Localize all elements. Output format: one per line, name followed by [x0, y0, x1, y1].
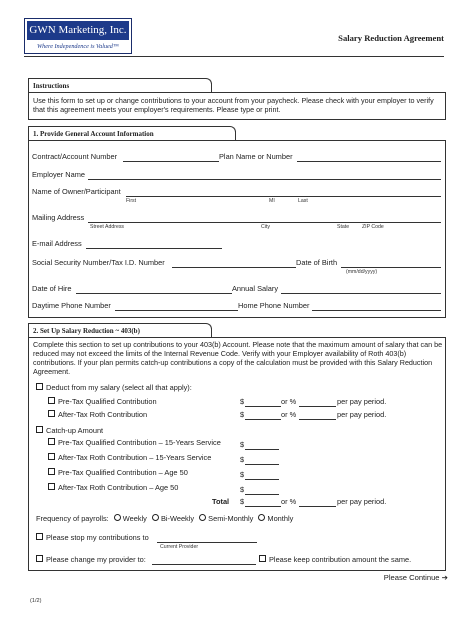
- contract-number-label: Contract/Account Number: [32, 152, 118, 161]
- pretax-15-amount-field[interactable]: [245, 449, 279, 450]
- dob-field[interactable]: [341, 267, 441, 268]
- monthly-radio[interactable]: [258, 514, 265, 521]
- biweekly-radio[interactable]: [152, 514, 159, 521]
- total-or-pct: or %: [281, 497, 297, 506]
- monthly-label: Monthly: [267, 514, 294, 523]
- change-provider-checkbox[interactable]: [36, 555, 43, 562]
- aftertax-15-label: After-Tax Roth Contribution – 15-Years Service: [58, 453, 212, 462]
- pretax-50-dollar-sign: $: [240, 470, 245, 479]
- owner-name-field[interactable]: [126, 196, 441, 197]
- pretax-15-checkbox[interactable]: [48, 438, 55, 445]
- pretax-15-label: Pre-Tax Qualified Contribution – 15-Years Service: [58, 438, 221, 447]
- aftertax-pct-field[interactable]: [299, 419, 336, 420]
- frequency-label: Frequency of payrolls:: [36, 514, 109, 523]
- keep-contribution-checkbox[interactable]: [259, 555, 266, 562]
- daytime-phone-field[interactable]: [115, 310, 238, 311]
- aftertax-50-label: After-Tax Roth Contribution – Age 50: [58, 483, 179, 492]
- stop-label: Please stop my contributions to: [46, 533, 149, 542]
- state-caption: State: [337, 224, 350, 230]
- pretax-pct-field[interactable]: [299, 406, 336, 407]
- aftertax-checkbox[interactable]: [48, 410, 55, 417]
- dob-format-caption: (mm/dd/yyyy): [346, 269, 378, 275]
- aftertax-15-dollar-sign: $: [240, 455, 245, 464]
- section2-text: Complete this section to set up contributions to your 403(b) Account. Please note that the maximum amount of salary that can be reduced may not exceed the limits of the Internal Revenue Code. Verify with your Employer availability of Roth 403(b) contributions. If your plan permits catch-up contributions a copy of the calculation must be provided with this Salary Reduction Agreement.: [33, 340, 443, 376]
- home-phone-label: Home Phone Number: [238, 301, 310, 310]
- first-name-caption: First: [126, 198, 137, 204]
- plan-name-field[interactable]: [297, 161, 441, 162]
- pretax-50-row[interactable]: [48, 468, 188, 477]
- current-provider-field[interactable]: [157, 542, 257, 543]
- header-divider: [24, 56, 444, 57]
- total-per-period: per pay period.: [337, 497, 387, 506]
- weekly-radio[interactable]: [114, 514, 121, 521]
- catchup-label: Catch-up Amount: [46, 426, 104, 435]
- mi-caption: MI: [269, 198, 275, 204]
- pretax-label: Pre-Tax Qualified Contribution: [58, 397, 157, 406]
- pretax-checkbox[interactable]: [48, 397, 55, 404]
- total-pct-field[interactable]: [299, 506, 336, 507]
- owner-name-label: Name of Owner/Participant: [32, 187, 121, 196]
- pretax-50-checkbox[interactable]: [48, 468, 55, 475]
- total-amount-field[interactable]: [245, 506, 281, 507]
- email-field[interactable]: [86, 248, 222, 249]
- keep-contribution-row[interactable]: [259, 555, 411, 564]
- pretax-per-period: per pay period.: [337, 397, 387, 406]
- ssn-label: Social Security Number/Tax I.D. Number: [32, 258, 165, 267]
- current-provider-caption: Current Provider: [160, 544, 199, 550]
- email-label: E-mail Address: [32, 239, 82, 248]
- pretax-15-row[interactable]: [48, 438, 221, 447]
- mailing-address-label: Mailing Address: [32, 213, 85, 222]
- change-provider-row[interactable]: [36, 555, 146, 564]
- frequency-row: [36, 514, 293, 523]
- pretax-or-pct: or %: [281, 397, 297, 406]
- company-logo: [24, 18, 132, 54]
- deduct-label: Deduct from my salary (select all that apply):: [46, 383, 192, 392]
- semimonthly-radio[interactable]: [199, 514, 206, 521]
- street-caption: Street Address: [90, 224, 125, 230]
- section2-tab: 2. Set Up Salary Reduction ~ 403(b): [28, 323, 212, 338]
- catchup-checkbox[interactable]: [36, 426, 43, 433]
- please-continue: Please Continue ➔: [383, 573, 448, 582]
- weekly-label: Weekly: [122, 514, 147, 523]
- mailing-address-field[interactable]: [88, 222, 441, 223]
- total-label: Total: [212, 497, 230, 506]
- aftertax-50-row[interactable]: [48, 483, 178, 492]
- contract-number-field[interactable]: [123, 161, 219, 162]
- new-provider-field[interactable]: [152, 564, 256, 565]
- deduct-row[interactable]: [36, 383, 192, 392]
- city-caption: City: [261, 224, 270, 230]
- keep-contribution-label: Please keep contribution amount the same.: [269, 555, 412, 564]
- stop-row[interactable]: [36, 533, 149, 542]
- aftertax-amount-field[interactable]: [245, 419, 281, 420]
- daytime-phone-label: Daytime Phone Number: [32, 301, 111, 310]
- document-title: Salary Reduction Agreement: [338, 33, 444, 43]
- aftertax-dollar-sign: $: [240, 410, 245, 419]
- annual-salary-label: Annual Salary: [232, 284, 279, 293]
- aftertax-50-checkbox[interactable]: [48, 483, 55, 490]
- pretax-50-label: Pre-Tax Qualified Contribution – Age 50: [58, 468, 188, 477]
- total-dollar-sign: $: [240, 497, 245, 506]
- aftertax-15-checkbox[interactable]: [48, 453, 55, 460]
- last-name-caption: Last: [298, 198, 308, 204]
- dob-label: Date of Birth: [296, 258, 338, 267]
- employer-name-label: Employer Name: [32, 170, 85, 179]
- annual-salary-field[interactable]: [281, 293, 441, 294]
- pretax-50-amount-field[interactable]: [245, 479, 279, 480]
- logo-name: GWN Marketing, Inc.: [27, 21, 129, 40]
- aftertax-row[interactable]: [48, 410, 147, 419]
- pretax-15-dollar-sign: $: [240, 440, 245, 449]
- zip-caption: ZIP Code: [362, 224, 384, 230]
- pretax-dollar-sign: $: [240, 397, 245, 406]
- aftertax-per-period: per pay period.: [337, 410, 387, 419]
- catchup-row[interactable]: [36, 426, 103, 435]
- biweekly-label: Bi-Weekly: [160, 514, 195, 523]
- ssn-field[interactable]: [172, 267, 296, 268]
- aftertax-15-amount-field[interactable]: [245, 464, 279, 465]
- instructions-tab: Instructions: [28, 78, 212, 93]
- change-provider-label: Please change my provider to:: [46, 555, 146, 564]
- aftertax-or-pct: or %: [281, 410, 297, 419]
- stop-checkbox[interactable]: [36, 533, 43, 540]
- instructions-text: Use this form to set up or change contributions to your account from your paycheck. Please check with your employer to verify that this agreement meets your employer's requirements. Please type or print.: [33, 96, 434, 114]
- logo-tagline: Where Independence is Valued™: [37, 43, 119, 50]
- deduct-checkbox[interactable]: [36, 383, 43, 390]
- aftertax-15-row[interactable]: [48, 453, 211, 462]
- date-of-hire-label: Date of Hire: [32, 284, 72, 293]
- aftertax-label: After-Tax Roth Contribution: [58, 410, 148, 419]
- page-number: (1/2): [30, 598, 42, 604]
- semimonthly-label: Semi-Monthly: [208, 514, 254, 523]
- aftertax-50-dollar-sign: $: [240, 485, 245, 494]
- aftertax-50-amount-field[interactable]: [245, 494, 279, 495]
- pretax-row[interactable]: [48, 397, 157, 406]
- employer-name-field[interactable]: [88, 179, 441, 180]
- home-phone-field[interactable]: [312, 310, 441, 311]
- pretax-amount-field[interactable]: [245, 406, 281, 407]
- section1-tab: 1. Provide General Account Information: [28, 126, 236, 141]
- date-of-hire-field[interactable]: [76, 293, 232, 294]
- plan-name-label: Plan Name or Number: [219, 152, 293, 161]
